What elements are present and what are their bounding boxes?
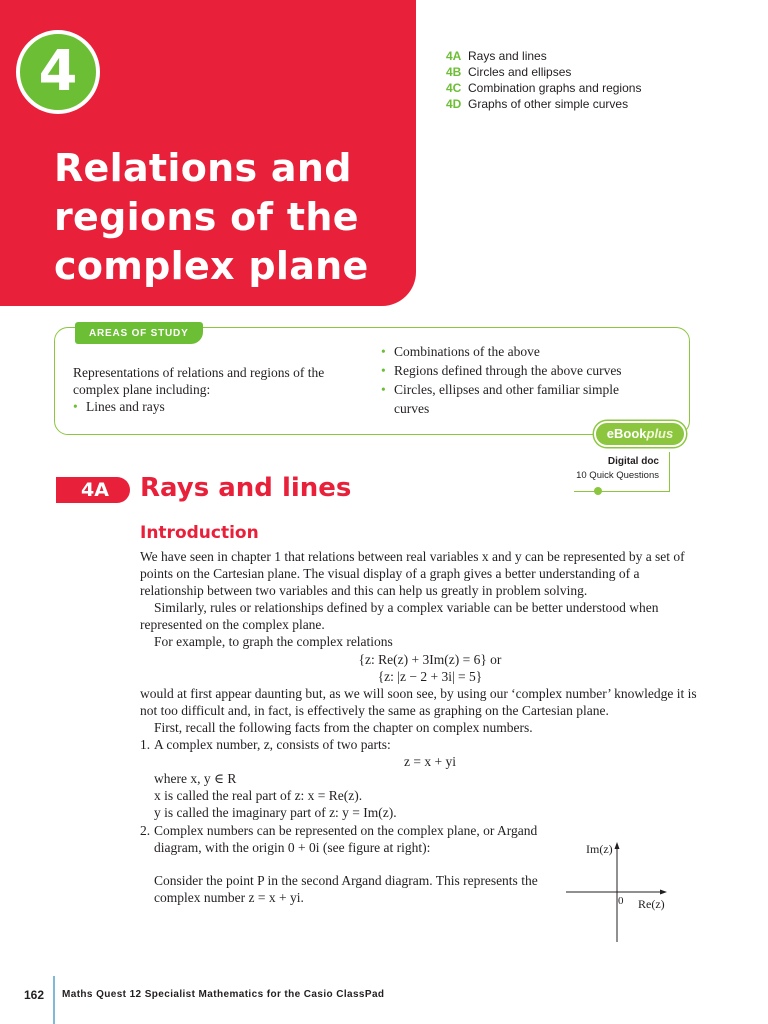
real-axis-arrow-icon bbox=[660, 890, 667, 895]
paragraph-2: Similarly, rules or relationships defined by a complex variable can be better understood when represented on the complex plane. bbox=[140, 600, 659, 633]
areas-of-study-right bbox=[381, 342, 681, 418]
list-item bbox=[381, 342, 681, 361]
real-axis-label: Re(z) bbox=[638, 897, 665, 911]
toc-label: Graphs of other simple curves bbox=[468, 97, 629, 111]
toc-label: Rays and lines bbox=[468, 49, 547, 63]
argand-diagram bbox=[560, 838, 680, 948]
areas-of-study-tab: AREAS OF STUDY bbox=[75, 322, 203, 344]
section-code-tag: 4A bbox=[56, 477, 130, 503]
section-list bbox=[446, 48, 641, 112]
list-number: 1. bbox=[140, 737, 151, 753]
where-line: where x, y ∈ R bbox=[154, 771, 237, 787]
bullet-text: Combinations of the above bbox=[394, 344, 540, 359]
ebookplus-badge[interactable] bbox=[594, 421, 686, 447]
bullet-icon: • bbox=[381, 382, 386, 397]
toc-code: 4B bbox=[446, 65, 462, 79]
list-item-1 bbox=[140, 736, 700, 753]
footer-divider bbox=[53, 976, 55, 1024]
list-item bbox=[73, 398, 363, 415]
equation-3: z = x + yi bbox=[404, 754, 456, 770]
areas-of-study-left bbox=[73, 364, 363, 415]
list-item-2 bbox=[140, 822, 540, 856]
paragraph-4: would at first appear daunting but, as we will soon see, by using our ‘complex number’ knowledge it is not too difficult and, in fact, is effectively the same as graphing on the Cartesian plane. bbox=[140, 685, 697, 718]
paragraph-1: We have seen in chapter 1 that relations between real variables x and y can be represented by a set of points on the Cartesian plane. The visual display of a graph gives a better understanding of a relationship between two variables and this can help us greatly in problem solving. bbox=[140, 549, 685, 599]
toc-item[interactable] bbox=[446, 48, 641, 64]
equation-1: {z: Re(z) + 3Im(z) = 6} or bbox=[358, 651, 502, 667]
bullet-icon: • bbox=[381, 363, 386, 378]
page-number: 162 bbox=[24, 988, 45, 1002]
chapter-banner bbox=[0, 0, 416, 306]
imaginary-axis-arrow-icon bbox=[615, 842, 620, 849]
origin-label: 0 bbox=[618, 895, 624, 907]
toc-code: 4A bbox=[446, 49, 462, 63]
toc-item[interactable] bbox=[446, 64, 641, 80]
toc-item[interactable] bbox=[446, 80, 641, 96]
list-text: Complex numbers can be represented on the complex plane, or Argand diagram, with the origin 0 + 0i (see figure at right): bbox=[154, 822, 538, 855]
list-item bbox=[381, 361, 681, 380]
equation-2: {z: |z − 2 + 3i| = 5} bbox=[377, 668, 483, 684]
toc-label: Combination graphs and regions bbox=[468, 81, 642, 95]
chapter-title-line-3: complex plane bbox=[54, 244, 369, 288]
imaginary-axis-label: Im(z) bbox=[586, 842, 613, 856]
areas-of-study-intro: Representations of relations and regions of the complex plane including: bbox=[73, 365, 325, 397]
digital-doc-title: Digital doc bbox=[607, 456, 659, 467]
list-text: A complex number, z, consists of two parts: bbox=[154, 737, 391, 753]
list-item bbox=[381, 380, 681, 399]
ebook-brand: eBook bbox=[606, 426, 647, 441]
chapter-title-line-1: Relations and bbox=[54, 146, 352, 190]
bullet-text: Circles, ellipses and other familiar simple bbox=[394, 382, 619, 397]
real-part-line: x is called the real part of z: x = Re(z). bbox=[154, 788, 363, 804]
section-title: Rays and lines bbox=[140, 473, 352, 503]
bullet-icon: • bbox=[73, 399, 78, 414]
digital-doc-subtitle: 10 Quick Questions bbox=[576, 470, 659, 481]
bullet-continuation: curves bbox=[394, 401, 430, 416]
toc-code: 4D bbox=[446, 97, 462, 111]
toc-item[interactable] bbox=[446, 96, 641, 112]
chapter-title-line-2: regions of the bbox=[54, 195, 359, 239]
paragraph-6: Consider the point P in the second Argand diagram. This represents the complex number z = x + yi. bbox=[154, 872, 538, 905]
introduction-heading: Introduction bbox=[140, 523, 259, 543]
chapter-number: 4 bbox=[16, 30, 100, 114]
toc-code: 4C bbox=[446, 81, 462, 95]
toc-label: Circles and ellipses bbox=[468, 65, 572, 79]
connector-dot-icon bbox=[594, 487, 602, 495]
paragraph-5: First, recall the following facts from the chapter on complex numbers. bbox=[154, 719, 533, 735]
digital-doc-link[interactable] bbox=[574, 452, 670, 492]
ebook-plus: plus bbox=[646, 426, 674, 441]
imaginary-part-line: y is called the imaginary part of z: y = Im(z). bbox=[154, 805, 397, 821]
paragraph-3: For example, to graph the complex relations bbox=[154, 634, 393, 650]
bullet-icon: • bbox=[381, 344, 386, 359]
chapter-title bbox=[54, 144, 404, 291]
bullet-text: Regions defined through the above curves bbox=[394, 363, 622, 378]
book-title: Maths Quest 12 Specialist Mathematics for the Casio ClassPad bbox=[62, 989, 385, 1000]
list-number: 2. bbox=[140, 822, 151, 838]
areas-of-study-box bbox=[54, 327, 690, 435]
bullet-text: Lines and rays bbox=[86, 399, 165, 414]
